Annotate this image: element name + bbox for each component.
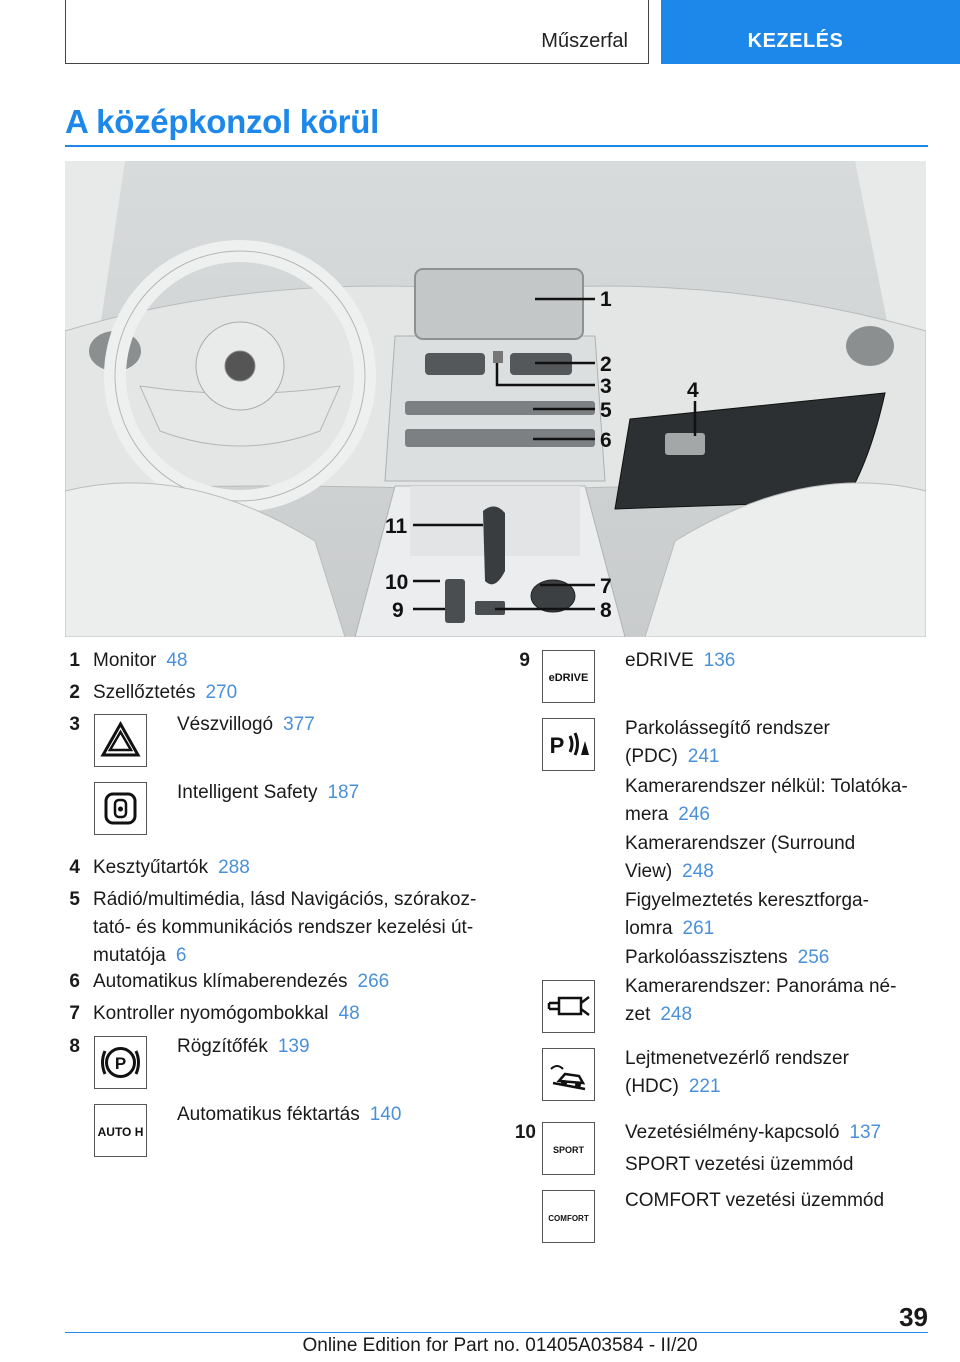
item-label: Kontroller nyomógombokkal [93, 1003, 329, 1024]
header-box [65, 0, 649, 64]
comfort-button-icon [542, 1190, 595, 1243]
item-number: 5 [69, 889, 80, 910]
callout-7: 7 [600, 575, 612, 598]
list-item [625, 715, 925, 771]
item-label-line: Rádió/multimédia, lásd Navigációs, szórakoz- [93, 889, 477, 910]
svg-text:P: P [549, 733, 565, 758]
callout-10: 10 [385, 571, 409, 594]
comfort-icon-label: COMFORT [548, 1214, 589, 1223]
callout-11: 11 [385, 515, 408, 538]
page-ref-link[interactable]: 288 [218, 857, 250, 878]
list-item [625, 1151, 853, 1179]
list-item [625, 773, 925, 829]
page-ref-link[interactable]: 248 [660, 1004, 693, 1025]
auto-hold-label: AUTO H [97, 1125, 144, 1139]
item-label-line: tató- és kommunikációs rendszer kezelési út- [93, 917, 474, 938]
page-ref-link[interactable]: 246 [678, 804, 710, 825]
list-item [625, 887, 925, 943]
list-item [177, 1033, 310, 1061]
title-divider [65, 145, 928, 147]
item-label-line: Lejtmenetvezérlő rendszer [625, 1048, 849, 1069]
item-label-line: Kamerarendszer: Panoráma né- [625, 976, 897, 997]
item-label: SPORT vezetési üzemmód [625, 1154, 854, 1175]
list-item [625, 647, 735, 675]
item-label-line: View) [625, 861, 673, 882]
list-item [625, 973, 925, 1029]
list-item [625, 1119, 881, 1147]
callout-9: 9 [392, 599, 404, 622]
item-label: Vezetésiélmény-kapcsoló [625, 1122, 840, 1143]
pdc-icon [542, 718, 595, 771]
item-number: 6 [69, 971, 80, 992]
item-label: Automatikus klímaberendezés [93, 971, 348, 992]
item-label-line: Kamerarendszer nélkül: Tolatóka- [625, 776, 908, 797]
callout-3: 3 [600, 375, 612, 398]
item-number: 9 [519, 650, 530, 671]
item-label-line: Figyelmeztetés keresztforga- [625, 890, 869, 911]
intelligent-safety-icon [94, 782, 147, 835]
item-label: Intelligent Safety [177, 782, 318, 803]
page-ref-link[interactable]: 139 [277, 1036, 310, 1057]
list-item [93, 968, 389, 996]
page-ref-link[interactable]: 48 [166, 650, 188, 671]
page-ref-link[interactable]: 266 [357, 971, 390, 992]
hazard-warning-icon [94, 714, 147, 767]
item-number: 2 [69, 682, 80, 703]
item-label: COMFORT vezetési üzemmód [625, 1190, 885, 1211]
page-ref-link[interactable]: 270 [205, 682, 238, 703]
list-item [93, 886, 493, 970]
item-label-line: (PDC) [625, 746, 678, 767]
item-label: eDRIVE [625, 650, 694, 671]
item-label-line: lomra [625, 918, 673, 939]
panorama-camera-icon [542, 980, 595, 1033]
list-item [177, 711, 315, 739]
page-ref-link[interactable]: 241 [687, 746, 720, 767]
list-item [625, 1187, 884, 1215]
page-ref-link[interactable]: 48 [338, 1003, 360, 1024]
page-ref-link[interactable]: 256 [797, 947, 830, 968]
item-number: 3 [69, 714, 80, 735]
callout-5: 5 [600, 399, 612, 422]
item-label: Parkolóasszisztens [625, 947, 788, 968]
item-number: 1 [69, 650, 80, 671]
item-label: Kesztyűtartók [93, 857, 209, 878]
edrive-button-icon [542, 650, 595, 703]
page-title: A középkonzol körül [65, 103, 379, 140]
list-item [93, 647, 188, 675]
item-number: 10 [514, 1122, 536, 1143]
sport-icon-label: SPORT [552, 1145, 585, 1155]
chapter-tab-label: KEZELÉS [747, 30, 844, 52]
sport-button-icon [542, 1122, 595, 1175]
callout-2: 2 [600, 353, 612, 376]
list-item [625, 1045, 925, 1101]
callout-4: 4 [687, 379, 699, 402]
item-number: 8 [69, 1036, 80, 1057]
list-item [93, 1000, 360, 1028]
list-item [625, 830, 925, 886]
item-label-line: zet [625, 1004, 651, 1025]
item-label: Szellőztetés [93, 682, 196, 703]
auto-hold-icon [94, 1104, 147, 1157]
item-label: Monitor [93, 650, 157, 671]
edition-footer: Online Edition for Part no. 01405A03584 - II/20 [302, 1335, 698, 1356]
item-label-line: (HDC) [625, 1076, 679, 1097]
list-item [177, 1101, 401, 1129]
dashboard-illustration [65, 161, 926, 637]
list-item [177, 779, 359, 807]
item-label: Automatikus féktartás [177, 1104, 360, 1125]
page-ref-link[interactable]: 187 [327, 782, 360, 803]
page-ref-link[interactable]: 137 [849, 1122, 882, 1143]
item-label-line: Kamerarendszer (Surround [625, 833, 856, 854]
page-ref-link[interactable]: 140 [369, 1104, 402, 1125]
page-ref-link[interactable]: 261 [682, 918, 715, 939]
list-item [625, 944, 829, 972]
footer-divider [65, 1332, 928, 1333]
item-label: Vészvillogó [177, 714, 274, 735]
parking-brake-icon [94, 1036, 147, 1089]
page-ref-link[interactable]: 221 [688, 1076, 721, 1097]
chapter-tab[interactable] [661, 0, 960, 64]
callout-6: 6 [600, 429, 612, 452]
page-ref-link[interactable]: 6 [175, 945, 187, 966]
page-ref-link[interactable]: 377 [283, 714, 315, 735]
edrive-icon-label: eDRIVE [548, 672, 589, 684]
section-name: Műszerfal [541, 30, 628, 52]
page-ref-link[interactable]: 248 [682, 861, 714, 882]
hill-descent-icon [542, 1048, 595, 1101]
callout-8: 8 [600, 599, 612, 622]
callout-1: 1 [600, 288, 612, 311]
list-item [93, 679, 237, 707]
item-label-line: mera [625, 804, 669, 825]
item-number: 4 [69, 857, 80, 878]
item-label-line: Parkolássegítő rendszer [625, 718, 830, 739]
svg-text:P: P [114, 1054, 127, 1073]
page-ref-link[interactable]: 136 [703, 650, 736, 671]
item-label: Rögzítőfék [177, 1036, 268, 1057]
item-label-line: mutatója [93, 945, 166, 966]
list-item [93, 854, 250, 882]
item-number: 7 [69, 1003, 80, 1024]
page-number: 39 [899, 1302, 928, 1332]
